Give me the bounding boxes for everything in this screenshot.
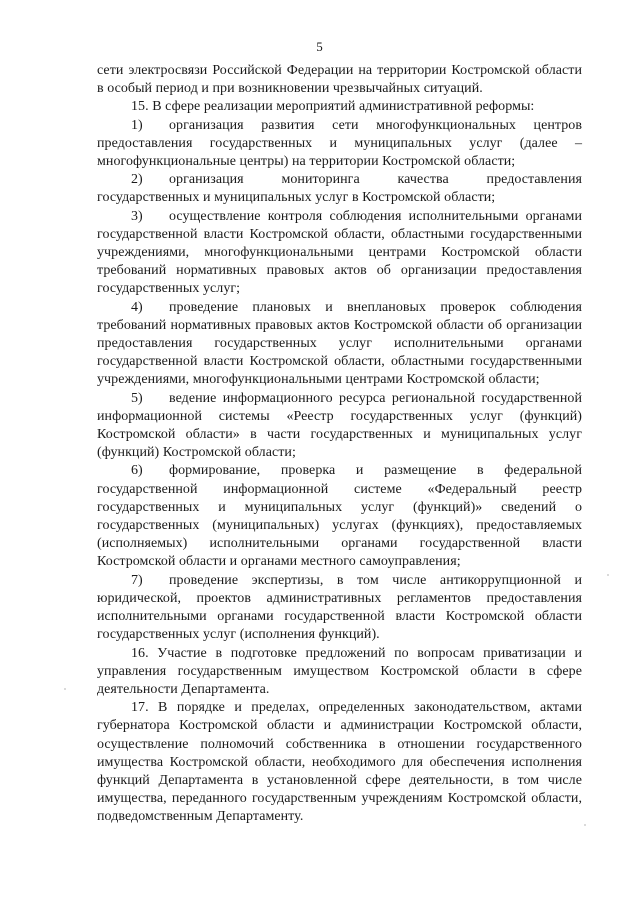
list-item-text: формирование, проверка и размещение в федеральной государственной информационной системе «Федеральный реестр государственных и муниципальных услуг (функций)» сведений о государственных (муниципальных) услугах (функциях), предоставляемых (исполняемых) исполнительными органами государственной власти Костромской области и органами местного самоуправления; (97, 463, 582, 570)
list-item (97, 117, 582, 172)
list-item-number: 3) (131, 208, 143, 224)
list-item-text: ведение информационного ресурса региональной государственной информационной системы «Реестр государственных услуг (функций) Костромской области» в части государственных и муниципальных услуг (функций) Костромской области; (97, 390, 582, 461)
list-item-text: организация развития сети многофункциональных центров предоставления государственных и муниципальных услуг (далее – многофункциональные центры) на территории Костромской области; (97, 117, 582, 170)
list-item-text: организация мониторинга качества предоставления государственных и муниципальных услуг в Костромской области; (97, 172, 582, 206)
list-item-text: проведение плановых и внеплановых проверок соблюдения требований нормативных правовых актов Костромской области об организации предоставления государственных услуг исполнительными органами государственной власти Костромской области, областными государственными учреждениями, многофункциональными центрами Костромской области; (97, 299, 582, 388)
scan-speck (584, 824, 586, 826)
list-item-number: 4) (131, 299, 143, 315)
list-item (97, 390, 582, 463)
list-item (97, 462, 582, 571)
page-number: 5 (316, 39, 323, 54)
list-item (97, 299, 582, 390)
list-item-number: 7) (131, 572, 143, 588)
list-item-text: осуществление контроля соблюдения исполнительными органами государственной власти Костромской области, областными государственными учреждениями, многофункциональными центрами Костромской области требований нормативных правовых актов об организации предоставления государственных услуг; (97, 208, 582, 297)
paragraph-section-16: 16. Участие в подготовке предложений по вопросам приватизации и управления государственным имуществом Костромской области в сфере деятельности Департамента. (97, 645, 582, 697)
list-item-number: 1) (131, 117, 143, 133)
scan-speck (607, 574, 609, 576)
list-item-number: 2) (131, 172, 143, 188)
list-item (97, 171, 582, 207)
list-item (97, 208, 582, 299)
scan-speck (64, 688, 66, 690)
paragraph-section-15: 15. В сфере реализации мероприятий административной реформы: (131, 99, 535, 115)
list-item (97, 572, 582, 645)
list-item-text: проведение экспертизы, в том числе антикоррупционной и юридической, проектов административных регламентов предоставления исполнительными органами государственной власти Костромской области государственных услуг (исполнения функций). (97, 572, 582, 643)
list-item-number: 5) (131, 390, 143, 406)
paragraph-section-17: 17. В порядке и пределах, определенных законодательством, актами губернатора Костромской области и администрации Костромской области, осуществление полномочий собственника в отношении государственного имущества Костромской области, необходимого для обеспечения исполнения функций Департамента в установленной сфере деятельности, в том числе имущества, переданного государственным учреждениям Костромской области, подведомственным Департаменту. (97, 700, 582, 825)
paragraph-continuation: сети электросвязи Российской Федерации на территории Костромской области в особый период и при возникновении чрезвычайных ситуаций. (97, 63, 582, 97)
list-item-number: 6) (131, 463, 143, 479)
document-body (97, 62, 582, 827)
